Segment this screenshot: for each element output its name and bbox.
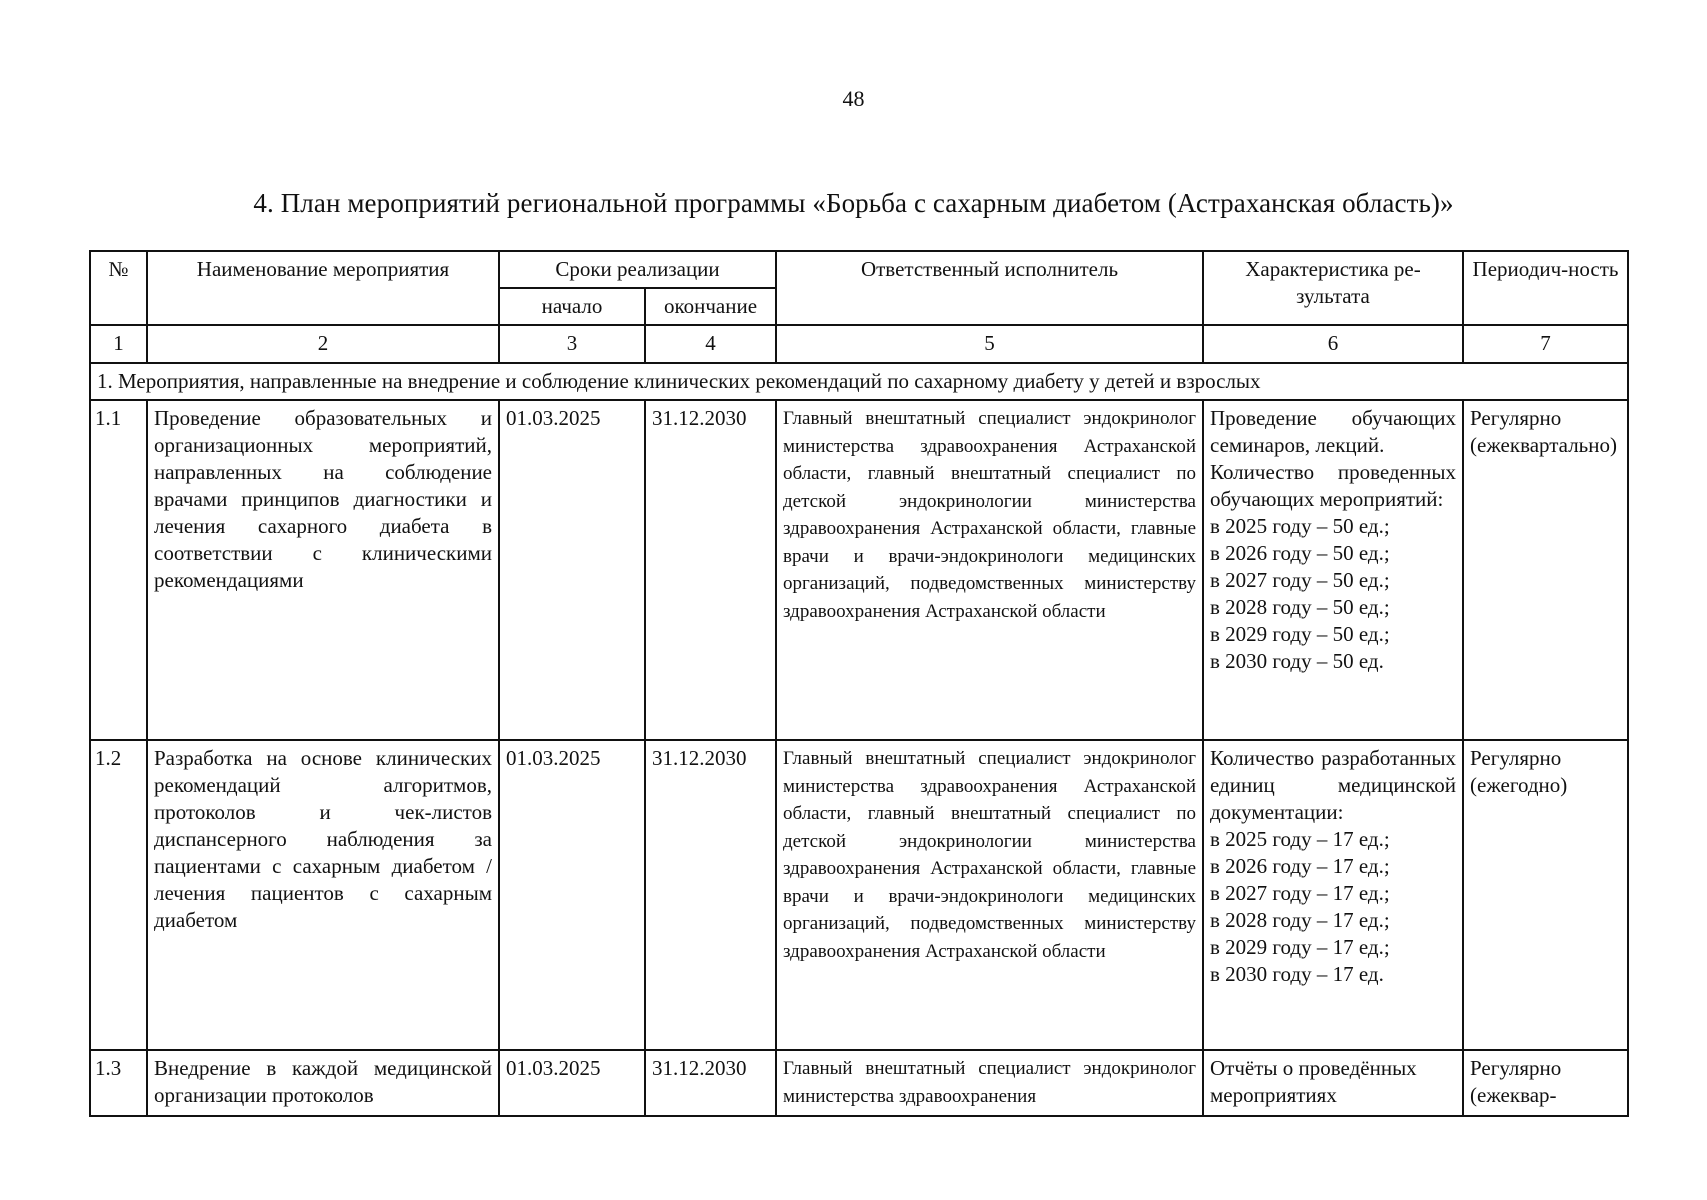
table-row — [90, 740, 1628, 1050]
event-name: Проведение образовательных и организационных мероприятий, направленных на соблюдение врачами принципов диагностики и лечения сахарного диабета в соответствии с клиническими рекомендациями — [147, 400, 499, 740]
event-name: Внедрение в каждой медицинской организации протоколов — [147, 1050, 499, 1116]
document-title: 4. План мероприятий региональной программы «Борьба с сахарным диабетом (Астраханская область)» — [253, 188, 1454, 218]
row-number: 1.3 — [90, 1050, 147, 1116]
column-number-row — [90, 325, 1628, 363]
periodicity: Регулярно (ежегодно) — [1463, 740, 1628, 1050]
row-number: 1.2 — [90, 740, 147, 1050]
responsible-executor: Главный внештатный специалист эндокринолог министерства здравоохранения — [776, 1050, 1203, 1116]
header-period: Периодич-ность — [1463, 251, 1628, 325]
result-characteristic — [1203, 1050, 1463, 1116]
event-name: Разработка на основе клинических рекомендаций алгоритмов, протоколов и чек-листов диспансерного наблюдения за пациентами с сахарным диабетом / лечения пациентов с сахарным диабетом — [147, 740, 499, 1050]
result-line: Проведение обучающих семинаров, лекций. — [1210, 406, 1456, 457]
result-line: в 2028 году – 17 ед.; — [1210, 908, 1390, 932]
header-start: начало — [499, 288, 645, 325]
result-line: в 2030 году – 50 ед. — [1210, 649, 1384, 673]
header-result: Характеристика ре-зультата — [1203, 251, 1463, 325]
end-date: 31.12.2030 — [645, 740, 776, 1050]
result-line: в 2026 году – 50 ед.; — [1210, 541, 1390, 565]
plan-table — [89, 250, 1629, 1117]
column-number: 7 — [1463, 325, 1628, 363]
header-num: № — [90, 251, 147, 325]
result-line: Отчёты о проведённых мероприятиях — [1210, 1056, 1417, 1107]
result-line: Количество разработанных единиц медицинской документации: — [1210, 746, 1456, 824]
periodicity: Регулярно (ежеквартально) — [1463, 400, 1628, 740]
result-characteristic — [1203, 400, 1463, 740]
result-line: в 2029 году – 17 ед.; — [1210, 935, 1390, 959]
table-row — [90, 1050, 1628, 1116]
periodicity: Регулярно (ежеквар- — [1463, 1050, 1628, 1116]
end-date: 31.12.2030 — [645, 1050, 776, 1116]
header-executor: Ответственный исполнитель — [776, 251, 1203, 325]
row-number: 1.1 — [90, 400, 147, 740]
column-number: 4 — [645, 325, 776, 363]
result-line: в 2027 году – 50 ед.; — [1210, 568, 1390, 592]
header-name: Наименование мероприятия — [147, 251, 499, 325]
header-end: окончание — [645, 288, 776, 325]
column-number: 3 — [499, 325, 645, 363]
column-number: 6 — [1203, 325, 1463, 363]
header-terms: Сроки реализации — [499, 251, 776, 288]
section-heading: 1. Мероприятия, направленные на внедрение и соблюдение клинических рекомендаций по сахарному диабету у детей и взрослых — [90, 363, 1628, 400]
start-date: 01.03.2025 — [499, 1050, 645, 1116]
end-date: 31.12.2030 — [645, 400, 776, 740]
result-line: в 2030 году – 17 ед. — [1210, 962, 1384, 986]
result-line: в 2027 году – 17 ед.; — [1210, 881, 1390, 905]
column-number: 1 — [90, 325, 147, 363]
result-line: в 2029 году – 50 ед.; — [1210, 622, 1390, 646]
column-number: 2 — [147, 325, 499, 363]
start-date: 01.03.2025 — [499, 740, 645, 1050]
table-row — [90, 400, 1628, 740]
start-date: 01.03.2025 — [499, 400, 645, 740]
column-number: 5 — [776, 325, 1203, 363]
responsible-executor: Главный внештатный специалист эндокринолог министерства здравоохранения Астраханской области, главный внештатный специалист по детской эндокринологии министерства здравоохранения Астраханской области, главные врачи и врачи-эндокринологи медицинских организаций, подведомственных министерству здравоохранения Астраханской области — [776, 740, 1203, 1050]
result-line: в 2028 году – 50 ед.; — [1210, 595, 1390, 619]
result-line: Количество проведенных обучающих мероприятий: — [1210, 460, 1456, 511]
result-line: в 2025 году – 50 ед.; — [1210, 514, 1390, 538]
result-line: в 2025 году – 17 ед.; — [1210, 827, 1390, 851]
result-characteristic — [1203, 740, 1463, 1050]
result-line: в 2026 году – 17 ед.; — [1210, 854, 1390, 878]
responsible-executor: Главный внештатный специалист эндокринолог министерства здравоохранения Астраханской области, главный внештатный специалист по детской эндокринологии министерства здравоохранения Астраханской области, главные врачи и врачи-эндокринологи медицинских организаций, подведомственных министерству здравоохранения Астраханской области — [776, 400, 1203, 740]
page-number: 48 — [842, 86, 865, 111]
